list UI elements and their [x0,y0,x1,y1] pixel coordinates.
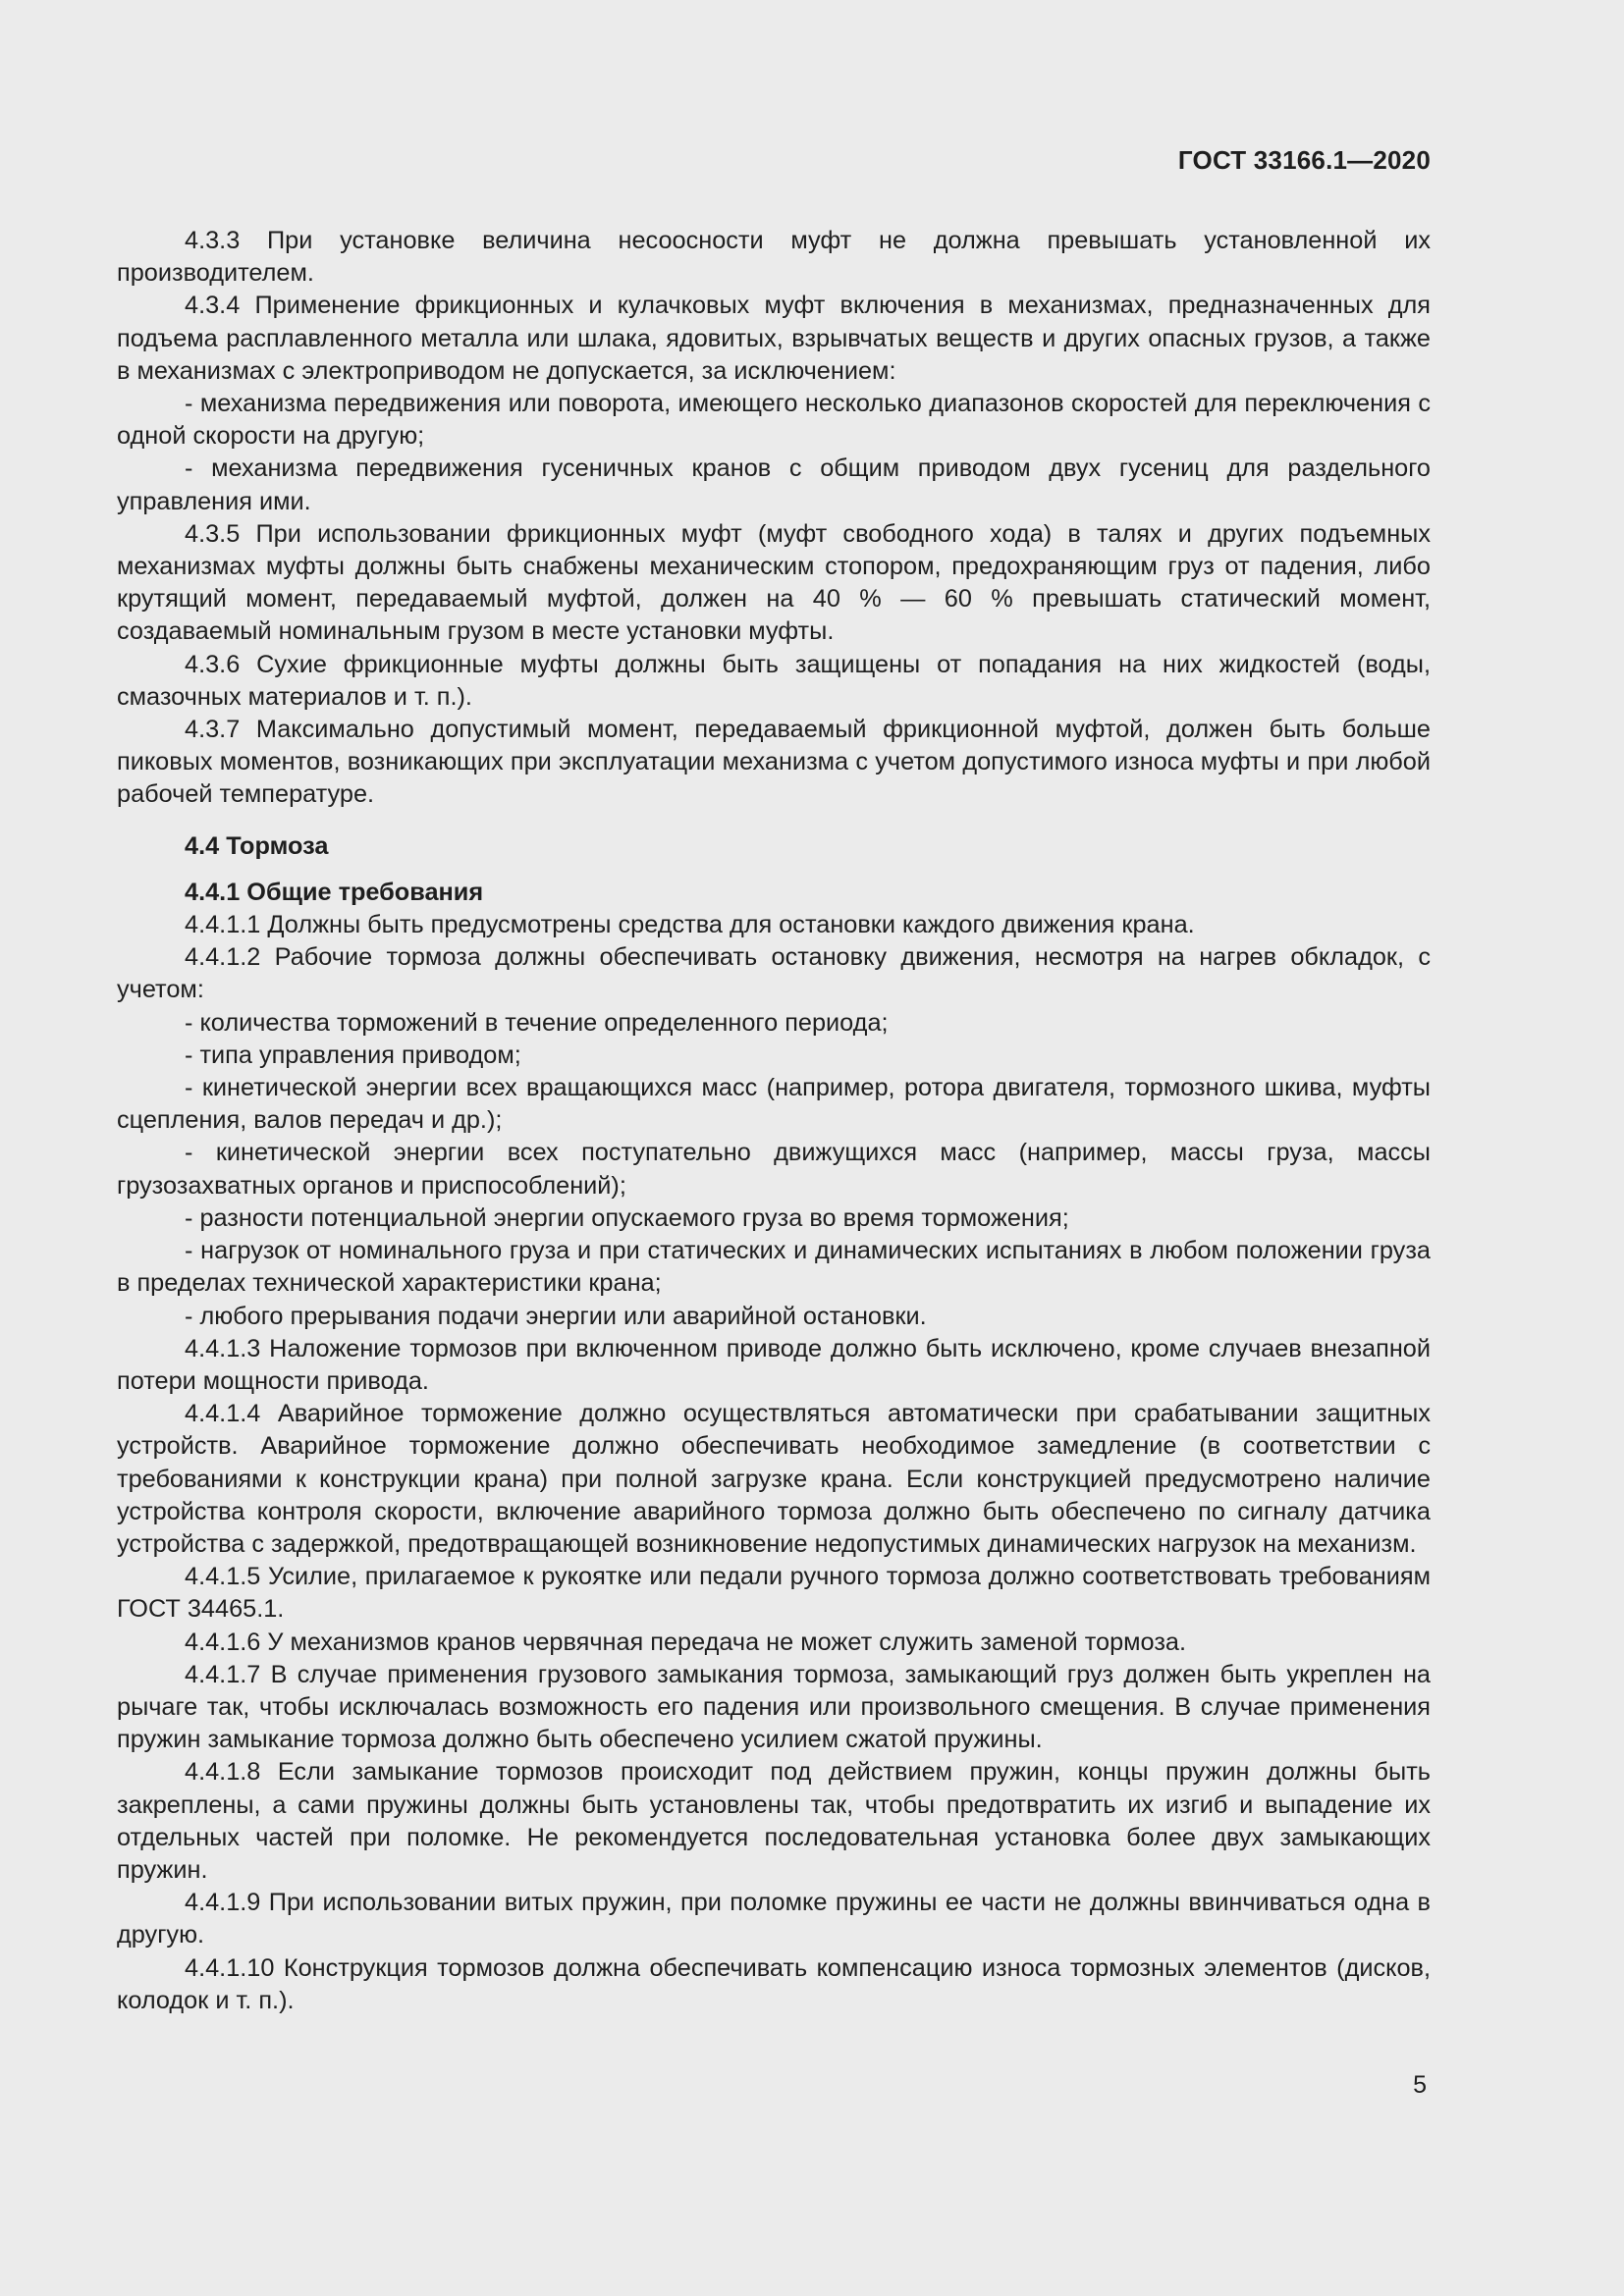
paragraph-4-4-1-2: 4.4.1.2 Рабочие тормоза должны обеспечивать остановку движения, несмотря на нагрев обкладок, с учетом: [117,943,1431,1004]
list-item: - любого прерывания подачи энергии или аварийной остановки. [185,1302,927,1330]
paragraph-4-3-7: 4.3.7 Максимально допустимый момент, передаваемый фрикционной муфтой, должен быть больше пиковых моментов, возникающих при эксплуатации механизма с учетом допустимого износа муфты и при любой рабочей температуре. [117,716,1431,809]
list-item: - нагрузок от номинального груза и при статических и динамических испытаниях в любом положении груза в пределах технической характеристики крана; [117,1237,1431,1298]
paragraph-4-3-5: 4.3.5 При использовании фрикционных муфт (муфт свободного хода) в талях и других подъемных механизмах муфты должны быть снабжены механическим стопором, предохраняющим груз от падения, либо крутящий момент, передаваемый муфтой, должен на 40 % — 60 % превышать статический момент, создаваемый номинальным грузом в месте установки муфты. [117,519,1431,646]
paragraph-4-4-1-4: 4.4.1.4 Аварийное торможение должно осуществляться автоматически при срабатывании защитных устройств. Аварийное торможение должно обеспечивать необходимое замедление (в соответствии с требованиями к конструкции крана) при полной загрузке крана. Если конструкцией предусмотрено наличие устройства контроля скорости, включение аварийного тормоза должно быть обеспечено по сигналу датчика устройства с задержкой, предотвращающей возникновение недопустимых динамических нагрузок на механизм. [117,1400,1431,1558]
paragraph-4-4-1-1: 4.4.1.1 Должны быть предусмотрены средства для остановки каждого движения крана. [185,911,1195,939]
paragraph-4-4-1-9: 4.4.1.9 При использовании витых пружин, при поломке пружины ее части не должны ввинчиваться одна в другую. [117,1889,1431,1949]
paragraph-4-3-6: 4.3.6 Сухие фрикционные муфты должны быть защищены от попадания на них жидкостей (воды, смазочных материалов и т. п.). [117,650,1431,711]
list-item: - количества торможений в течение определенного периода; [185,1008,889,1037]
list-item: - кинетической энергии всех поступательно движущихся масс (например, массы груза, массы грузозахватных органов и приспособлений); [117,1139,1431,1200]
list-item: - механизма передвижения гусеничных кранов с общим приводом двух гусениц для раздельного управления ими. [117,454,1431,515]
subsection-heading-4-4-1: 4.4.1 Общие требования [185,878,484,906]
paragraph-4-4-1-3: 4.4.1.3 Наложение тормозов при включенном приводе должно быть исключено, кроме случаев внезапной потери мощности привода. [117,1334,1431,1395]
list-item: - кинетической энергии всех вращающихся масс (например, ротора двигателя, тормозного шкива, муфты сцепления, валов передач и др.); [117,1074,1431,1135]
paragraph-4-4-1-8: 4.4.1.8 Если замыкание тормозов происходит под действием пружин, концы пружин должны быть закреплены, а сами пружины должны быть установлены так, чтобы предотвратить их изгиб и выпадение их отдельных частей при поломке. Не рекомендуется последовательная установка более двух замыкающих пружин. [117,1758,1431,1884]
page-number: 5 [1413,2071,1427,2099]
paragraph-4-4-1-6: 4.4.1.6 У механизмов кранов червячная передача не может служить заменой тормоза. [185,1628,1187,1656]
list-item: - разности потенциальной энергии опускаемого груза во время торможения; [185,1203,1069,1232]
list-item: - механизма передвижения или поворота, имеющего несколько диапазонов скоростей для переключения с одной скорости на другую; [117,390,1431,451]
section-heading-4-4: 4.4 Тормоза [185,831,329,860]
standard-header: ГОСТ 33166.1—2020 [1177,145,1431,175]
paragraph-4-3-3: 4.3.3 При установке величина несоосности муфт не должна превышать установленной их производителем. [117,227,1431,288]
paragraph-4-4-1-10: 4.4.1.10 Конструкция тормозов должна обеспечивать компенсацию износа тормозных элементов (дисков, колодок и т. п.). [117,1953,1431,2014]
paragraph-4-3-4: 4.3.4 Применение фрикционных и кулачковых муфт включения в механизмах, предназначенных для подъема расплавленного металла или шлака, ядовитых, взрывчатых веществ и других опасных грузов, а также в механизмах с электроприводом не допускается, за исключением: [117,292,1431,385]
list-item: - типа управления приводом; [185,1041,521,1069]
paragraph-4-4-1-7: 4.4.1.7 В случае применения грузового замыкания тормоза, замыкающий груз должен быть укреплен на рычаге так, чтобы исключалась возможность его падения или произвольного смещения. В случае применения пружин замыкание тормоза должно быть обеспечено усилием сжатой пружины. [117,1660,1431,1754]
paragraph-4-4-1-5: 4.4.1.5 Усилие, прилагаемое к рукоятке или педали ручного тормоза должно соответствовать требованиям ГОСТ 34465.1. [117,1563,1431,1624]
document-body [117,225,1431,2017]
